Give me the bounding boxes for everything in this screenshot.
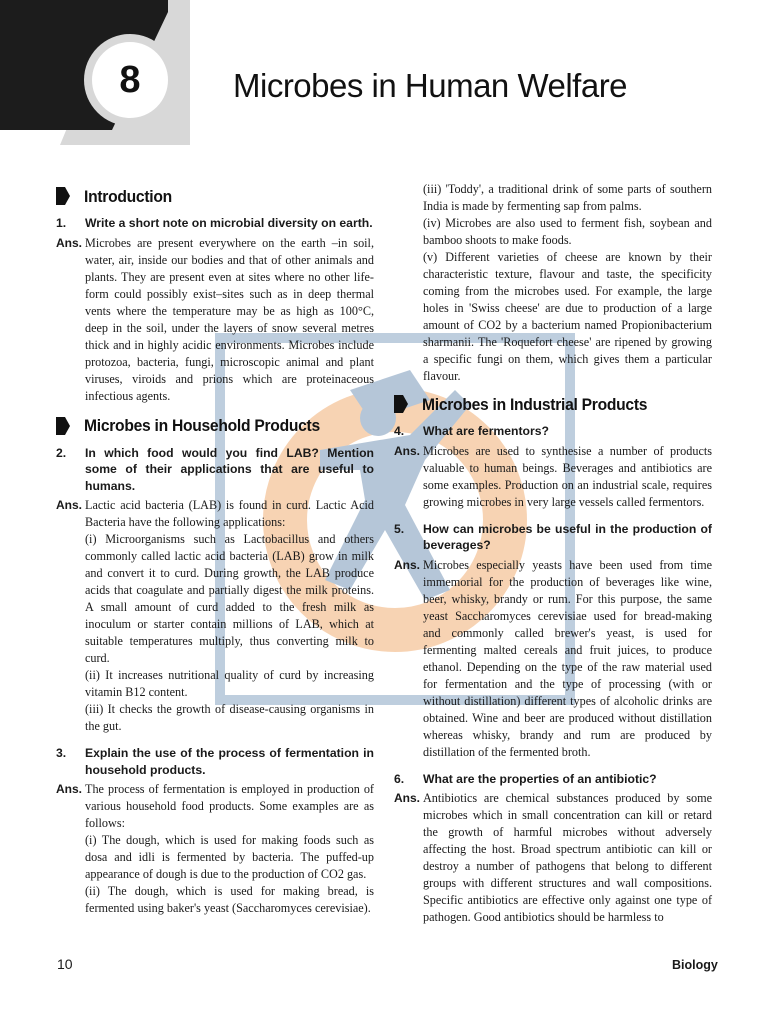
subject-name: Biology bbox=[672, 958, 718, 972]
question-number: 1. bbox=[56, 216, 67, 230]
section-title: Microbes in Household Products bbox=[84, 416, 320, 435]
question-number: 4. bbox=[394, 424, 405, 438]
answer-text: Microbes are present everywhere on the earth –in soil, water, air, inside our bodies and that of other animals and plants. They are present even at sites where no other life-form could possibly exist–sites such as in deep thermal vents where the temperature may be as high as 100°C, deep in the soil, under the layers of snow several metres thick and in highly acidic environments. Microbes include protozoa, bacteria, fungi, microscopic animal and plant viruses, viroids and prions which are proteinaceous infectious agents. bbox=[85, 235, 374, 403]
question-text: What are fermentors? bbox=[423, 424, 549, 438]
answer-paragraph: (iv) Microbes are also used to ferment fish, soybean and bamboo shoots to make foods. bbox=[423, 216, 712, 247]
left-column bbox=[56, 183, 374, 917]
question-text: Explain the use of the process of fermentation in household products. bbox=[85, 746, 374, 777]
answer-paragraph: (v) Different varieties of cheese are known by their characteristic texture, flavour and taste, the specificity coming from the microbes used. For example, the large holes in 'Swiss cheese' are due to production of a large amount of CO2 by a bacterium named Propionibacterium sharmanii. The 'Roquefort cheese' are ripened by growing a specific fungi on them, which gives them a particular flavour. bbox=[423, 250, 712, 383]
answer-paragraph: (ii) The dough, which is used for making bread, is fermented using baker's yeast (Saccharomyces cerevisiae). bbox=[85, 884, 374, 915]
question-text: In which food would you find LAB? Mention some of their applications that are useful to humans. bbox=[85, 445, 374, 493]
section-marker-icon bbox=[56, 417, 70, 435]
answer-label: Ans. bbox=[394, 791, 421, 805]
answer bbox=[56, 497, 374, 531]
answer-text: Antibiotics are chemical substances produced by some microbes which in small concentration can kill or retard the growth of harmful microbes without adversely affecting the host. Broad spectrum antibiotic can kill or destroy a number of pathogens that belong to different groups with different structures and wall compositions. Specific antibiotics are effective only against one type of pathogen. Good antibiotics should be harmless to bbox=[423, 791, 712, 924]
chapter-title: Microbes in Human Welfare bbox=[233, 67, 628, 104]
question-number: 3. bbox=[56, 746, 67, 760]
section-title: Introduction bbox=[84, 186, 172, 206]
answer-text: Microbes are used to synthesise a number of products valuable to human beings. Beverages and antibiotics are some examples. Production on an industrial scale, requires growing microbes in very large vessels called fermentors. bbox=[423, 443, 712, 509]
chapter-number: 8 bbox=[119, 59, 141, 101]
answer-label: Ans. bbox=[394, 443, 421, 458]
answer-label: Ans. bbox=[56, 235, 83, 250]
section-heading bbox=[394, 395, 712, 413]
answer bbox=[394, 557, 712, 761]
answer-label: Ans. bbox=[56, 782, 83, 796]
question bbox=[56, 445, 374, 495]
question-text: What are the properties of an antibiotic? bbox=[423, 771, 657, 786]
question bbox=[56, 745, 374, 778]
answer bbox=[56, 781, 374, 832]
answer-label: Ans. bbox=[394, 557, 421, 572]
answer bbox=[56, 235, 374, 405]
answer-paragraph: (ii) It increases nutritional quality of curd by increasing vitamin B12 content. bbox=[85, 668, 374, 699]
answer-label: Ans. bbox=[56, 498, 83, 512]
answer-text: Lactic acid bacteria (LAB) is found in curd. Lactic Acid Bacteria have the following applications: bbox=[85, 498, 374, 529]
answer-paragraph: (iii) 'Toddy', a traditional drink of some parts of southern India is made by fermenting sap from palms. bbox=[423, 182, 712, 213]
question bbox=[394, 423, 712, 440]
answer-paragraph: (i) The dough, which is used for making foods such as dosa and idli is fermented by bacteria. The puffed-up appearance of dough is due to the production of CO2 gas. bbox=[85, 833, 374, 881]
answer-text: The process of fermentation is employed in production of various household food products. Some examples are as follows: bbox=[85, 782, 374, 830]
section-heading bbox=[56, 187, 374, 205]
section-marker-icon bbox=[56, 187, 70, 205]
right-column bbox=[394, 183, 712, 926]
question bbox=[56, 215, 374, 232]
answer bbox=[394, 790, 712, 926]
question-text: Write a short note on microbial diversity on earth. bbox=[85, 216, 373, 230]
section-title: Microbes in Industrial Products bbox=[422, 394, 648, 414]
answer bbox=[394, 443, 712, 511]
question bbox=[394, 521, 712, 554]
section-heading bbox=[56, 417, 374, 435]
page-number: 10 bbox=[57, 956, 73, 972]
answer-paragraph: (iii) It checks the growth of disease-causing organisms in the gut. bbox=[85, 702, 374, 733]
question-number: 6. bbox=[394, 771, 405, 786]
answer-text: Microbes especially yeasts have been used from time immemorial for the production of beverages like wine, beer, whisky, brandy or rum. For this purpose, the same yeast Saccharomyces cerevisiae used for bread-making and commonly called brewer's yeast, is used for fermenting malted cereals and fruit juices, to produce ethanol. Depending on the type of the raw material used for fermentation and the type of processing (with or without distillation) different types of alcoholic drinks are obtained. Wine and beer are produced without distillation whereas whisky, brandy and rum are produced by distillation of the fermented broth. bbox=[423, 557, 712, 759]
question-number: 5. bbox=[394, 521, 405, 536]
answer-paragraph: (i) Microorganisms such as Lactobacillus and others commonly called lactic acid bacteria (LAB) grow in milk and convert it to curd. During growth, the LAB produce acids that coagulate and partially digest the milk proteins. A small amount of curd added to the fresh milk as inoculum or starter contain millions of LAB, which at suitable temperatures multiply, thus converting milk to curd. bbox=[85, 532, 374, 665]
question bbox=[394, 771, 712, 788]
question-number: 2. bbox=[56, 445, 67, 460]
question-text: How can microbes be useful in the production of beverages? bbox=[423, 521, 712, 552]
section-marker-icon bbox=[394, 395, 408, 413]
